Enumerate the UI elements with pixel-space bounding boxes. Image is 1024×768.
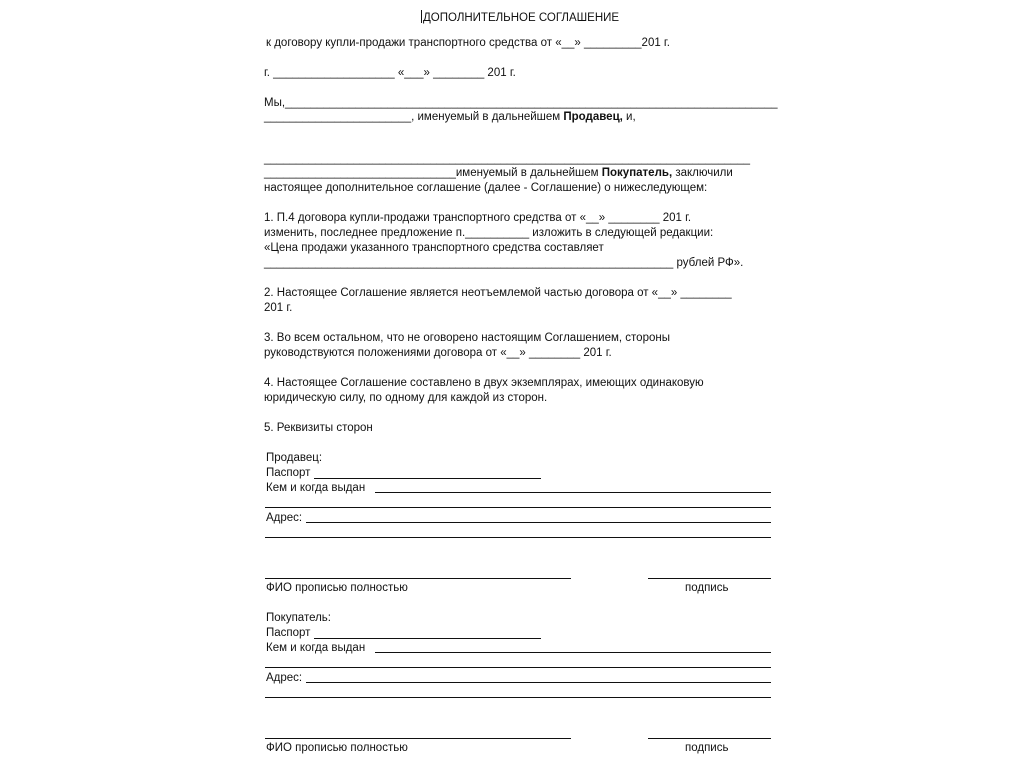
buyer-passport-line — [314, 638, 541, 639]
clause-2-line-1: 2. Настоящее Соглашение является неотъемлемой частью договора от «__» ________ — [264, 287, 732, 299]
place-date-line: г. ___________________ «___» ________ 201 г. — [264, 67, 516, 79]
clause-4-line-1: 4. Настоящее Соглашение составлено в двух экземплярах, имеющих одинаковую — [264, 377, 704, 389]
seller-address-line-2 — [265, 537, 771, 538]
parties-line-2: _______________________, именуемый в дальнейшем Продавец, и, — [264, 111, 636, 123]
buyer-address-line — [306, 682, 771, 683]
document-title: ДОПОЛНИТЕЛЬНОЕ СОГЛАШЕНИЕ — [423, 12, 620, 24]
seller-fio-line — [265, 578, 571, 579]
buyer-issued-label: Кем и когда выдан — [266, 642, 366, 654]
clause-5-heading: 5. Реквизиты сторон — [264, 422, 373, 434]
buyer-address-line-2 — [265, 697, 771, 698]
buyer-address-label: Адрес: — [266, 672, 303, 684]
clause-1-line-4: ________________________________________________________________ рублей РФ». — [264, 257, 744, 269]
seller-issued-label: Кем и когда выдан — [266, 482, 366, 494]
seller-signature-line — [648, 578, 771, 579]
buyer-fio-label: ФИО прописью полностью — [266, 742, 408, 754]
parties-line-5: настоящее дополнительное соглашение (далее - Соглашение) о нижеследующем: — [264, 182, 708, 194]
seller-passport-label: Паспорт — [266, 467, 311, 479]
seller-address-line — [306, 522, 771, 523]
clause-1-line-1: 1. П.4 договора купли-продажи транспортного средства от «__» ________ 201 г. — [264, 212, 692, 224]
clause-4-line-2: юридическую силу, по одному для каждой из сторон. — [264, 392, 548, 404]
buyer-signature-label: подпись — [685, 742, 729, 754]
buyer-issued-line — [375, 652, 771, 653]
buyer-term: Покупатель, — [601, 167, 673, 179]
parties-line-1: Мы,_____________________________________________________________________________ — [264, 97, 778, 109]
clause-1-line-2: изменить, последнее предложение п.__________ изложить в следующей редакции: — [264, 227, 714, 239]
clause-3-line-1: 3. Во всем остальном, что не оговорено настоящим Соглашением, стороны — [264, 332, 670, 344]
clause-2-line-2: 201 г. — [264, 302, 293, 314]
seller-issued-line-2 — [265, 507, 771, 508]
seller-term: Продавец, — [563, 111, 623, 123]
seller-heading: Продавец: — [266, 452, 323, 464]
seller-signature-label: подпись — [685, 582, 729, 594]
buyer-signature-line — [648, 738, 771, 739]
text-cursor — [421, 10, 422, 23]
seller-passport-line — [314, 478, 541, 479]
seller-fio-label: ФИО прописью полностью — [266, 582, 408, 594]
buyer-heading: Покупатель: — [266, 612, 331, 624]
document-subtitle: к договору купли-продажи транспортного средства от «__» _________201 г. — [266, 37, 670, 49]
parties-line-3: ____________________________________________________________________________ — [264, 153, 751, 165]
buyer-fio-line — [265, 738, 571, 739]
seller-issued-line — [375, 492, 771, 493]
seller-address-label: Адрес: — [266, 512, 303, 524]
clause-3-line-2: руководствуются положениями договора от «__» ________ 201 г. — [264, 347, 612, 359]
buyer-passport-label: Паспорт — [266, 627, 311, 639]
buyer-issued-line-2 — [265, 667, 771, 668]
clause-1-line-3: «Цена продажи указанного транспортного средства составляет — [264, 242, 604, 254]
parties-line-4: ______________________________именуемый в дальнейшем Покупатель, заключили — [264, 167, 733, 179]
